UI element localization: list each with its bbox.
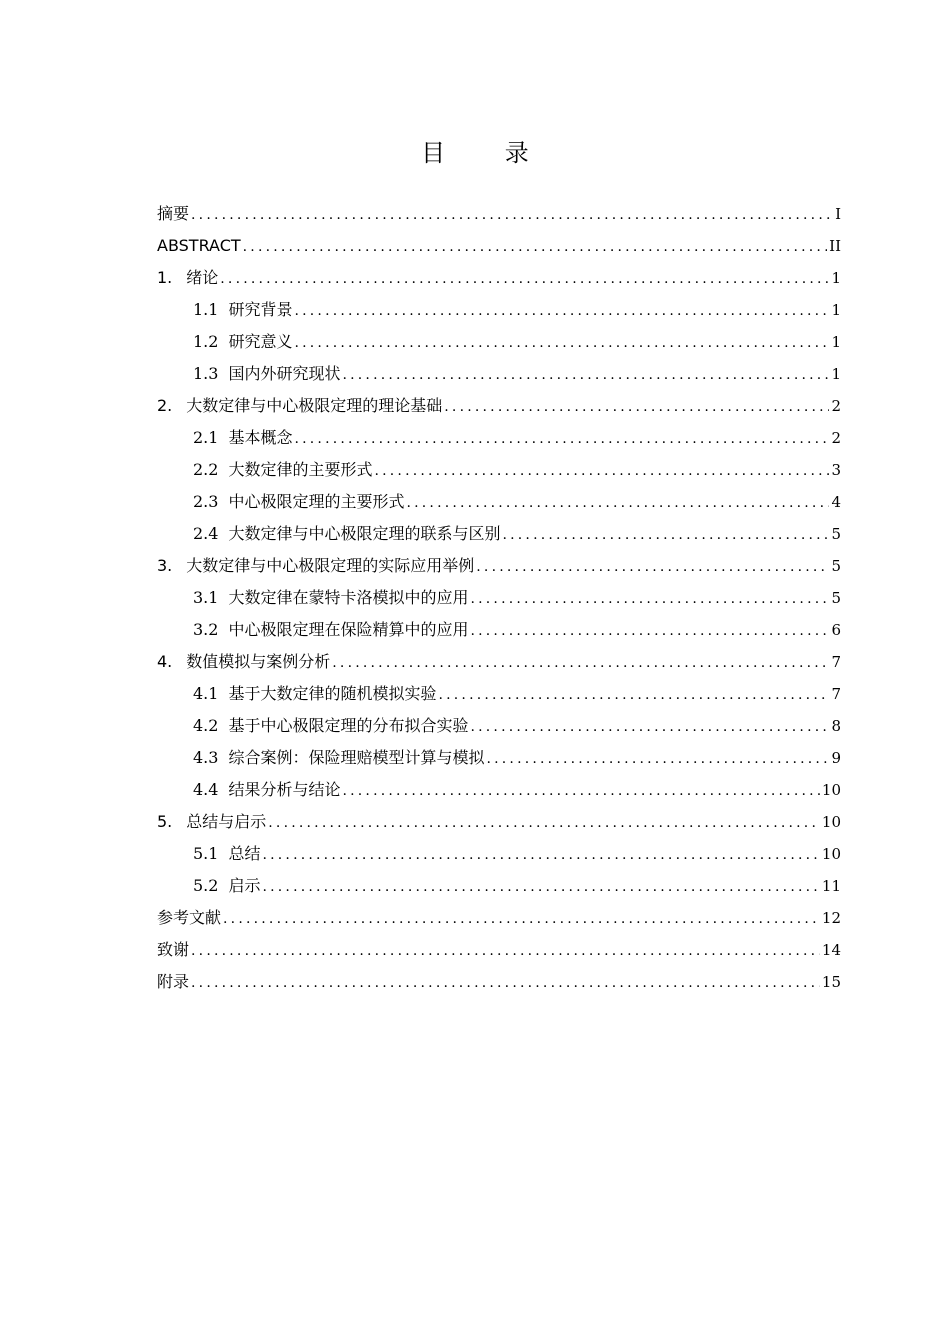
toc-entry-number: 3.1 [193,588,219,607]
toc-dot-leader [294,295,829,327]
toc-dot-leader [268,807,820,839]
toc-dot-leader [502,519,829,551]
toc-entry-page-number: 2 [831,429,841,447]
toc-entry-text: ABSTRACT [157,236,241,255]
toc-entry-label [157,966,189,998]
toc-entry-text: 大数定律与中心极限定理的实际应用举例 [186,556,475,575]
toc-entry-number: 4.4 [193,780,219,799]
toc-entry-label [157,934,189,966]
toc-entry-text: 中心极限定理在保险精算中的应用 [228,620,469,639]
toc-entry-label [193,518,500,550]
toc-entry-text: 大数定律与中心极限定理的理论基础 [186,396,443,415]
toc-dot-leader [220,263,829,295]
toc-entry-page-number: 14 [821,941,841,959]
toc-dot-leader [406,487,829,519]
toc-entry-page-number: 1 [831,365,841,383]
toc-entry-page-number: 5 [831,525,841,543]
toc-entry-page-number: 5 [831,557,841,575]
toc-list [157,198,841,998]
toc-entry-number: 3. [157,556,173,575]
toc-entry-label [157,198,189,230]
toc-entry[interactable] [157,390,841,422]
toc-entry-text: 大数定律在蒙特卡洛模拟中的应用 [228,588,469,607]
toc-entry-label [193,454,372,486]
toc-dot-leader [486,743,829,775]
toc-entry-page-number: 15 [821,973,841,991]
toc-entry-number: 2.1 [193,428,219,447]
toc-entry-label [193,294,292,326]
toc-entry-text: 大数定律与中心极限定理的联系与区别 [228,524,501,543]
toc-entry-page-number: 7 [831,685,841,703]
toc-entry[interactable] [157,646,841,678]
toc-entry-page-number: 10 [821,781,841,799]
toc-entry-page-number: 1 [831,301,841,319]
toc-entry-page-number: 5 [831,589,841,607]
toc-entry-label [157,262,218,294]
toc-entry-text: 绪论 [186,268,219,287]
toc-entry-label [193,870,260,902]
toc-entry[interactable] [157,294,841,326]
toc-dot-leader [262,871,819,903]
toc-entry-number: 2. [157,396,173,415]
toc-entry-label [157,230,241,262]
toc-dot-leader [342,359,829,391]
toc-entry-number: 1. [157,268,173,287]
toc-entry-text: 基于大数定律的随机模拟实验 [228,684,437,703]
toc-entry-page-number: 1 [831,269,841,287]
toc-dot-leader [438,679,829,711]
toc-entry-label [157,902,221,934]
toc-entry-number: 1.2 [193,332,219,351]
toc-entry-label [157,806,266,838]
toc-entry[interactable] [157,358,841,390]
toc-entry-text: 综合案例：保险理赔模型计算与模拟 [228,748,485,767]
toc-entry-text: 大数定律的主要形式 [228,460,373,479]
toc-entry-label [193,582,468,614]
toc-entry-page-number: 7 [831,653,841,671]
toc-entry-page-number: 8 [831,717,841,735]
toc-entry-page-number: 3 [831,461,841,479]
toc-dot-leader [476,551,829,583]
toc-entry-text: 致谢 [157,940,190,959]
toc-dot-leader [191,935,820,967]
toc-entry-label [193,326,292,358]
toc-entry-label [193,710,468,742]
toc-entry[interactable] [157,870,841,902]
toc-entry[interactable] [157,774,841,806]
toc-dot-leader [294,423,829,455]
toc-entry-number: 4.1 [193,684,219,703]
toc-entry-text: 参考文献 [157,908,222,927]
toc-entry-page-number: II [829,237,841,255]
toc-entry[interactable] [157,582,841,614]
toc-entry-text: 附录 [157,972,190,991]
toc-entry[interactable] [157,262,841,294]
toc-entry-label [157,646,330,678]
toc-entry-page-number: 2 [831,397,841,415]
toc-entry-label [193,678,436,710]
toc-entry-text: 国内外研究现状 [228,364,341,383]
toc-dot-leader [342,775,819,807]
toc-entry-label [193,614,468,646]
toc-entry[interactable] [157,838,841,870]
toc-entry-number: 5.2 [193,876,219,895]
toc-entry-label [157,550,474,582]
toc-entry-page-number: 10 [821,813,841,831]
toc-dot-leader [470,615,829,647]
toc-entry-text: 中心极限定理的主要形式 [228,492,405,511]
toc-entry-number: 2.2 [193,460,219,479]
toc-entry[interactable] [157,198,841,230]
toc-dot-leader [470,583,829,615]
toc-dot-leader [294,327,829,359]
toc-entry-label [193,774,340,806]
toc-entry[interactable] [157,486,841,518]
toc-entry-page-number: 9 [831,749,841,767]
toc-dot-leader [444,391,829,423]
toc-entry-label [157,390,442,422]
toc-entry-page-number: 4 [831,493,841,511]
toc-entry[interactable] [157,742,841,774]
toc-entry-text: 总结与启示 [186,812,267,831]
toc-entry-text: 总结 [228,844,261,863]
toc-entry-label [193,486,404,518]
toc-entry[interactable] [157,678,841,710]
toc-entry-label [193,742,484,774]
toc-entry-number: 3.2 [193,620,219,639]
toc-entry-page-number: 1 [831,333,841,351]
toc-entry-page-number: 11 [821,877,841,895]
toc-dot-leader [262,839,819,871]
toc-entry-page-number: 6 [831,621,841,639]
toc-entry-page-number: I [835,205,841,223]
toc-entry-text: 基本概念 [228,428,293,447]
toc-entry-text: 摘要 [157,204,190,223]
toc-entry-number: 1.1 [193,300,219,319]
toc-entry-number: 5.1 [193,844,219,863]
toc-entry-text: 研究意义 [228,332,293,351]
toc-entry[interactable] [157,422,841,454]
toc-entry-number: 4.3 [193,748,219,767]
toc-dot-leader [374,455,829,487]
toc-entry[interactable] [157,710,841,742]
toc-dot-leader [332,647,829,679]
toc-dot-leader [243,231,827,263]
toc-entry[interactable] [157,518,841,550]
toc-entry[interactable] [157,966,841,998]
toc-entry[interactable] [157,326,841,358]
toc-entry-label [193,838,260,870]
toc-entry[interactable] [157,454,841,486]
toc-entry[interactable] [157,902,841,934]
toc-entry-label [193,358,340,390]
toc-entry[interactable] [157,230,841,262]
toc-entry[interactable] [157,614,841,646]
toc-dot-leader [191,199,833,231]
toc-entry-text: 数值模拟与案例分析 [186,652,331,671]
toc-title: 目 录 [421,139,555,167]
toc-entry-page-number: 10 [821,845,841,863]
toc-entry-text: 基于中心极限定理的分布拟合实验 [228,716,469,735]
toc-entry[interactable] [157,550,841,582]
toc-entry-number: 4. [157,652,173,671]
toc-entry[interactable] [157,806,841,838]
toc-entry-text: 启示 [228,876,261,895]
toc-entry-page-number: 12 [821,909,841,927]
toc-entry[interactable] [157,934,841,966]
toc-entry-number: 1.3 [193,364,219,383]
toc-entry-number: 2.4 [193,524,219,543]
toc-entry-text: 结果分析与结论 [228,780,341,799]
toc-dot-leader [191,967,820,999]
toc-entry-number: 4.2 [193,716,219,735]
toc-entry-text: 研究背景 [228,300,293,319]
toc-dot-leader [223,903,820,935]
toc-entry-label [193,422,292,454]
toc-entry-number: 5. [157,812,173,831]
toc-entry-number: 2.3 [193,492,219,511]
toc-dot-leader [470,711,829,743]
